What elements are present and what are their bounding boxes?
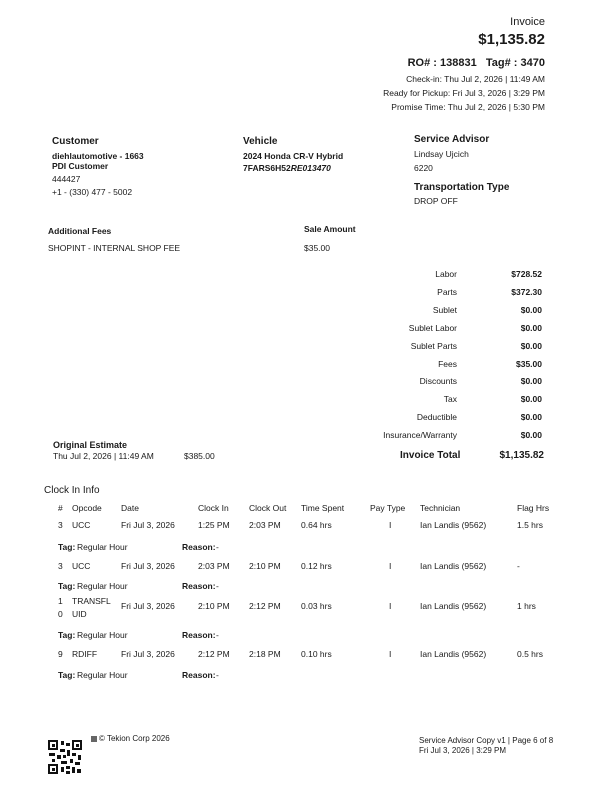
customer-line2: PDI Customer	[52, 161, 109, 171]
tekion-logo-icon	[91, 736, 97, 742]
tag-label: Tag:	[58, 630, 76, 640]
vehicle-model: 2024 Honda CR-V Hybrid	[243, 151, 344, 161]
clock-cell-out: 2:03 PM	[249, 520, 281, 530]
clock-header-cell: Clock Out	[249, 503, 287, 513]
reason-label: Reason:	[182, 542, 216, 552]
vin-prefix: 7FARS6H52	[243, 163, 291, 173]
summary-label: Discounts	[419, 376, 457, 387]
header-total: $1,135.82	[478, 31, 545, 48]
clock-cell-pay: I	[389, 520, 392, 530]
clock-cell-tech: Ian Landis (9562)	[420, 561, 487, 571]
advisor-title: Service Advisor	[414, 134, 490, 145]
clock-cell-tech: Ian Landis (9562)	[420, 520, 487, 530]
copy-info: Service Advisor Copy v1 | Page 6 of 8	[419, 736, 554, 745]
sale-amount-header: Sale Amount	[304, 224, 356, 234]
clock-cell-date: Fri Jul 3, 2026	[121, 520, 175, 530]
customer-title: Customer	[52, 136, 99, 147]
reason-value: -	[216, 630, 219, 640]
summary-label: Labor	[435, 269, 457, 279]
clock-cell-num: 9	[58, 649, 63, 659]
tag-number: 3470	[520, 57, 545, 69]
clock-cell-date: Fri Jul 3, 2026	[121, 601, 175, 611]
summary-value: $0.00	[520, 340, 542, 351]
ro-tag-line	[408, 57, 545, 69]
advisor-name: Lindsay Ujcich	[414, 149, 469, 159]
summary-row	[370, 287, 544, 301]
clock-cell-pay: I	[389, 601, 392, 611]
summary-label: Tax	[443, 394, 457, 405]
summary-row	[370, 269, 544, 283]
fee-amount: $35.00	[304, 243, 330, 253]
fees-header: Additional Fees	[48, 226, 112, 236]
document-type: Invoice	[510, 16, 545, 28]
printed-time: Fri Jul 3, 2026 | 3:29 PM	[419, 746, 507, 755]
estimate-date: Thu Jul 2, 2026 | 11:49 AM	[53, 451, 154, 461]
advisor-id: 6220	[414, 163, 433, 173]
summary-value: $372.30	[511, 286, 542, 297]
estimate-amount: $385.00	[184, 451, 215, 461]
clock-cell-flag: 1 hrs	[517, 601, 536, 611]
clock-cell-flag: 1.5 hrs	[517, 520, 543, 530]
tag-label: Tag:	[58, 581, 76, 591]
clock-header-cell: Opcode	[72, 503, 102, 513]
clock-cell-tech: Ian Landis (9562)	[420, 601, 487, 611]
vehicle-vin	[243, 163, 331, 173]
ro-label: RO# :	[407, 57, 437, 69]
tag-value: Regular Hour	[77, 581, 128, 591]
customer-line1: diehlautomotive - 1663	[52, 151, 144, 161]
clock-cell-in: 1:25 PM	[198, 520, 230, 530]
clock-cell-opcode2: UID	[72, 609, 87, 619]
copyright-text: © Tekion Corp 2026	[99, 734, 170, 743]
reason-label: Reason:	[182, 581, 216, 591]
clock-cell-out: 2:12 PM	[249, 601, 281, 611]
clock-cell-spent: 0.12 hrs	[301, 561, 332, 571]
customer-phone: +1 - (330) 477 - 5002	[52, 187, 133, 197]
tag-label: Tag:	[58, 670, 76, 680]
clock-header-cell: Pay Type	[370, 503, 406, 513]
summary-label: Sublet Labor	[408, 322, 457, 333]
summary-value: $0.00	[520, 304, 542, 315]
tag-value: Regular Hour	[77, 630, 128, 640]
summary-value: $0.00	[520, 322, 542, 333]
clock-cell-tech: Ian Landis (9562)	[420, 649, 487, 659]
copyright	[91, 734, 170, 743]
clock-cell-spent: 0.64 hrs	[301, 520, 332, 530]
vin-suffix: RE013470	[290, 163, 331, 173]
summary-label: Insurance/Warranty	[383, 430, 457, 441]
tag-value: Regular Hour	[77, 670, 128, 680]
clock-cell-spent: 0.03 hrs	[301, 601, 332, 611]
clock-cell-num: 3	[58, 561, 63, 571]
ready-time: Ready for Pickup: Fri Jul 3, 2026 | 3:29 PM	[383, 88, 545, 98]
clock-cell-opcode: TRANSFL	[72, 596, 111, 606]
summary-label: Sublet	[432, 304, 457, 315]
promise-time: Promise Time: Thu Jul 2, 2026 | 5:30 PM	[391, 102, 545, 112]
clock-cell-in: 2:12 PM	[198, 649, 230, 659]
clock-cell-flag: -	[517, 561, 520, 571]
summary-row	[370, 376, 544, 390]
summary-label: Deductible	[416, 412, 457, 423]
clock-cell-opcode: UCC	[72, 520, 91, 530]
summary-label: Fees	[438, 358, 457, 369]
summary-row	[370, 412, 544, 426]
summary-value: $0.00	[520, 412, 542, 423]
estimate-title: Original Estimate	[53, 440, 128, 450]
clock-cell-opcode: UCC	[72, 561, 91, 571]
invoice-total-label: Invoice Total	[400, 450, 461, 461]
invoice-total-value: $1,135.82	[499, 450, 544, 461]
clock-cell-out: 2:18 PM	[249, 649, 281, 659]
clock-cell-in: 2:03 PM	[198, 561, 230, 571]
tag-label: Tag# :	[485, 57, 518, 69]
clock-cell-flag: 0.5 hrs	[517, 649, 543, 659]
clock-cell-num: 1	[58, 596, 63, 606]
clock-cell-num2: 0	[58, 609, 63, 619]
reason-label: Reason:	[182, 670, 216, 680]
clock-cell-opcode: RDIFF	[72, 649, 98, 659]
clock-cell-spent: 0.10 hrs	[301, 649, 332, 659]
clock-cell-in: 2:10 PM	[198, 601, 230, 611]
summary-row	[370, 394, 544, 408]
clock-header-cell: #	[58, 503, 63, 513]
reason-value: -	[216, 670, 219, 680]
summary-row	[370, 305, 544, 319]
summary-row	[370, 341, 544, 355]
summary-value: $0.00	[520, 394, 542, 405]
tag-label: Tag:	[58, 542, 76, 552]
summary-row	[370, 323, 544, 337]
clock-cell-pay: I	[389, 649, 392, 659]
summary-label: Sublet Parts	[410, 340, 457, 351]
tag-value: Regular Hour	[77, 542, 128, 552]
reason-value: -	[216, 581, 219, 591]
summary-row	[370, 359, 544, 373]
vehicle-title: Vehicle	[243, 136, 278, 147]
summary-value: $35.00	[516, 358, 542, 369]
summary-label: Parts	[437, 286, 457, 297]
fee-item: SHOPINT - INTERNAL SHOP FEE	[48, 243, 181, 253]
transport-value: DROP OFF	[414, 196, 458, 206]
transport-title: Transportation Type	[414, 182, 510, 193]
clock-cell-date: Fri Jul 3, 2026	[121, 649, 175, 659]
clock-header-cell: Clock In	[198, 503, 229, 513]
clock-header-cell: Time Spent	[301, 503, 345, 513]
clock-header-cell: Date	[121, 503, 139, 513]
summary-value: $0.00	[520, 430, 542, 441]
clock-cell-date: Fri Jul 3, 2026	[121, 561, 175, 571]
clock-cell-out: 2:10 PM	[249, 561, 281, 571]
customer-line3: 444427	[52, 174, 81, 184]
clock-header-cell: Flag Hrs	[517, 503, 550, 513]
ro-number: 138831	[439, 57, 477, 69]
checkin-time: Check-in: Thu Jul 2, 2026 | 11:49 AM	[406, 74, 545, 84]
clock-title: Clock In Info	[44, 485, 100, 496]
reason-value: -	[216, 542, 219, 552]
qr-code-icon	[48, 740, 82, 774]
clock-header-cell: Technician	[420, 503, 461, 513]
clock-cell-pay: I	[389, 561, 392, 571]
reason-label: Reason:	[182, 630, 216, 640]
summary-value: $728.52	[511, 269, 542, 279]
summary-value: $0.00	[520, 376, 542, 387]
clock-cell-num: 3	[58, 520, 63, 530]
summary-row	[370, 430, 544, 444]
